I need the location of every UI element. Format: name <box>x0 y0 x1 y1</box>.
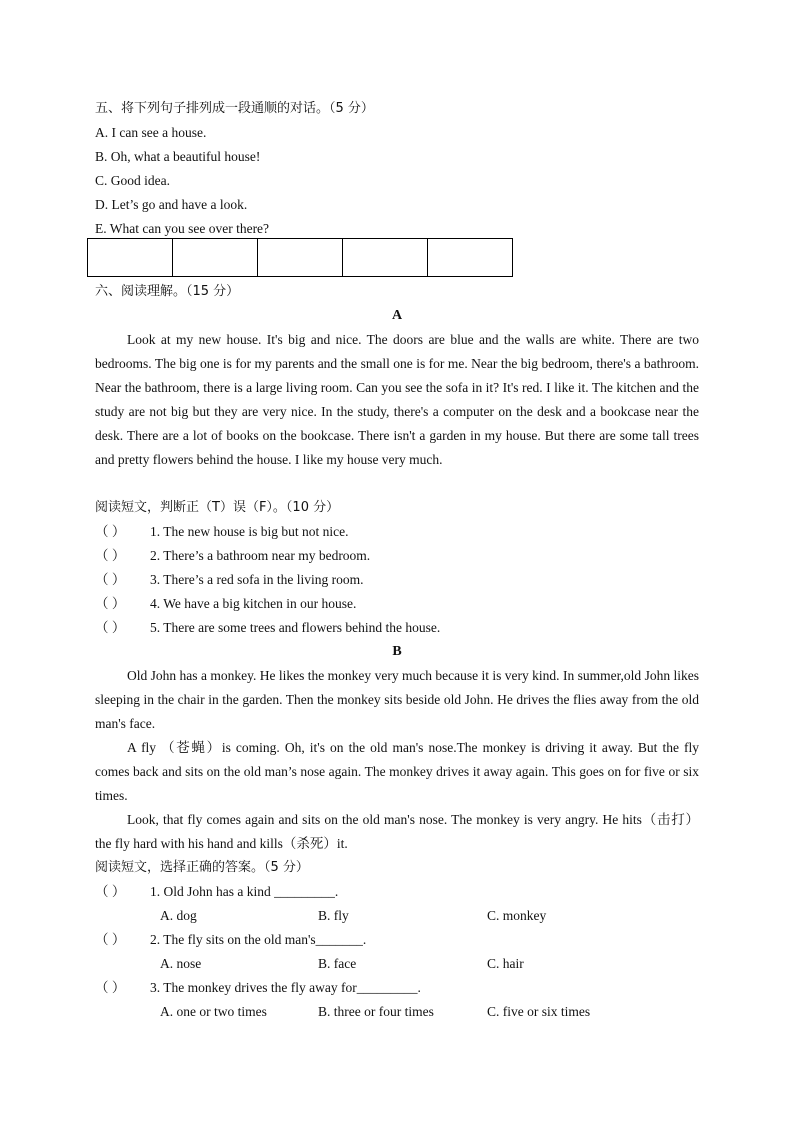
tf-item-3: 3. There’s a red sofa in the living room. <box>150 572 364 587</box>
sentence-c: C. Good idea. <box>95 173 170 188</box>
answer-box-5[interactable] <box>428 239 513 277</box>
tf-answer-2[interactable]: （ ） <box>95 548 126 563</box>
order-answer-table <box>87 238 513 277</box>
mc-q1-option-c[interactable]: C. monkey <box>487 908 547 923</box>
tf-item-1: 1. The new house is big but not nice. <box>150 524 349 539</box>
mc-q3-option-b[interactable]: B. three or four times <box>318 1004 434 1019</box>
passage-b-label: B <box>392 644 402 659</box>
mc-q2-option-c[interactable]: C. hair <box>487 956 524 971</box>
mc-q3-option-a[interactable]: A. one or two times <box>160 1004 267 1019</box>
mc-q1-option-b[interactable]: B. fly <box>318 908 349 923</box>
mc-q1-option-a[interactable]: A. dog <box>160 908 197 923</box>
section5-heading: 五、将下列句子排列成一段通顺的对话。（5 分） <box>95 101 374 116</box>
sentence-b: B. Oh, what a beautiful house! <box>95 149 261 164</box>
section6-heading: 六、阅读理解。（15 分） <box>95 284 240 299</box>
mc-question-2: 2. The fly sits on the old man's_______. <box>150 932 367 947</box>
tf-answer-4[interactable]: （ ） <box>95 596 126 611</box>
tf-item-2: 2. There’s a bathroom near my bedroom. <box>150 548 371 563</box>
tf-answer-1[interactable]: （ ） <box>95 524 126 539</box>
passage-b-paragraph-3: Look, that fly comes again and sits on the old man's nose. The monkey is very angry. He hits（击打） the fly hard with his hand and kills（杀死）it. <box>95 812 699 851</box>
mc-answer-1[interactable]: （ ） <box>95 884 126 899</box>
mc-q2-option-a[interactable]: A. nose <box>160 956 202 971</box>
passage-b-paragraph-1: Old John has a monkey. He likes the monkey very much because it is very kind. In summer,old John likes sleeping in the chair in the garden. Then the monkey sits beside old John. He drives the flies away from the old man's face. <box>95 668 699 731</box>
mc-q2-option-b[interactable]: B. face <box>318 956 357 971</box>
tf-item-4: 4. We have a big kitchen in our house. <box>150 596 357 611</box>
tf-answer-3[interactable]: （ ） <box>95 572 126 587</box>
passage-a-paragraph: Look at my new house. It's big and nice. The doors are blue and the walls are white. There are two bedrooms. The big one is for my parents and the small one is for me. Near the big bedroom, there's a bathroom. Near the bathroom, there is a large living room. Can you see the sofa in it? It's red. I like it. The kitchen and the study are not big but they are very nice. In the study, there's a computer on the desk and a bookcase near the desk. There are a lot of books on the bookcase. There isn't a garden in my house. But there are some tall trees and pretty flowers behind the house. I like my house very much. <box>95 332 699 467</box>
mc-question-3: 3. The monkey drives the fly away for_________. <box>150 980 421 995</box>
passage-a-text <box>95 328 699 472</box>
mc-question-1: 1. Old John has a kind _________. <box>150 884 339 899</box>
passage-b-instruction: 阅读短文，选择正确的答案。（5 分） <box>95 860 309 875</box>
passage-b-paragraph-2: A fly （苍蝇）is coming. Oh, it's on the old man's nose.The monkey is driving it away. But the fly comes back and sits on the old man’s nose again. The monkey drives it away again. This goes on for five or six times. <box>95 740 699 803</box>
mc-answer-2[interactable]: （ ） <box>95 932 126 947</box>
mc-q3-option-c[interactable]: C. five or six times <box>487 1004 591 1019</box>
answer-box-4[interactable] <box>343 239 428 277</box>
tf-item-5: 5. There are some trees and flowers behind the house. <box>150 620 441 635</box>
passage-a-label: A <box>391 308 403 323</box>
sentence-d: D. Let’s go and have a look. <box>95 197 248 212</box>
sentence-a: A. I can see a house. <box>95 125 207 140</box>
answer-box-1[interactable] <box>88 239 173 277</box>
tf-answer-5[interactable]: （ ） <box>95 620 126 635</box>
passage-a-instruction: 阅读短文，判断正（T）误（F）。（10 分） <box>95 500 340 515</box>
sentence-e: E. What can you see over there? <box>95 221 270 236</box>
answer-box-2[interactable] <box>173 239 258 277</box>
passage-b-text <box>95 664 699 856</box>
answer-box-3[interactable] <box>258 239 343 277</box>
mc-answer-3[interactable]: （ ） <box>95 980 126 995</box>
